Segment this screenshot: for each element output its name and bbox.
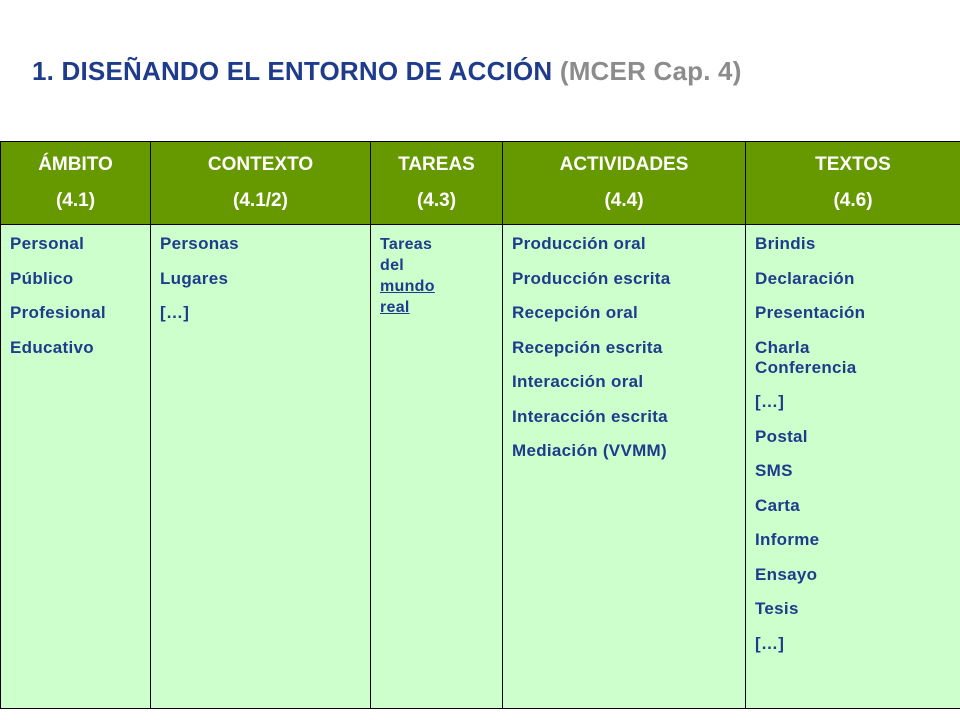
list-item: Informe — [755, 530, 820, 549]
list-item: Presentación — [755, 303, 866, 322]
header-ref: (4.1/2) — [233, 190, 288, 211]
list-item: Declaración — [755, 268, 855, 288]
list-item: Interacción escrita — [512, 406, 668, 426]
list-item: Educativo — [10, 337, 94, 357]
cell-contexto — [151, 225, 371, 709]
header-row — [1, 142, 960, 225]
tareas-line: del — [380, 257, 405, 274]
list-item: Tesis — [755, 599, 799, 618]
list-item: […] — [755, 633, 785, 653]
list-item: SMS — [755, 461, 793, 480]
list-item: Mediación (VVMM) — [512, 441, 667, 460]
list-item: Ensayo — [755, 564, 818, 584]
list-item: Charla Conferencia — [755, 337, 857, 377]
list-item: Brindis — [755, 234, 816, 253]
list-item: Público — [10, 268, 74, 288]
list-item: Lugares — [160, 268, 229, 288]
header-label: ACTIVIDADES — [559, 154, 689, 175]
header-ref: (4.1) — [55, 190, 96, 211]
cell-actividades — [503, 225, 746, 709]
header-contexto — [151, 142, 371, 225]
header-label: TEXTOS — [815, 154, 891, 175]
header-ambito — [1, 142, 151, 225]
title-main: 1. DISEÑANDO EL ENTORNO DE ACCIÓN — [32, 56, 553, 86]
content-row — [1, 225, 960, 709]
header-label: ÁMBITO — [38, 154, 113, 175]
list-item: Profesional — [10, 303, 106, 322]
list-item: Recepción oral — [512, 303, 639, 322]
list-item: Recepción escrita — [512, 337, 663, 357]
mundo-real-link[interactable]: real — [380, 299, 410, 316]
list-item: […] — [755, 392, 785, 411]
framework-table — [0, 141, 960, 709]
header-ref: (4.4) — [604, 190, 644, 211]
cell-tareas — [371, 225, 503, 709]
list-item: Producción escrita — [512, 268, 671, 288]
list-item: Carta — [755, 495, 800, 515]
header-actividades — [503, 142, 746, 225]
header-tareas — [371, 142, 503, 225]
list-item: Interacción oral — [512, 372, 644, 391]
list-item: Personas — [160, 234, 239, 253]
header-ref: (4.3) — [416, 190, 457, 211]
tareas-line: Tareas — [380, 236, 433, 253]
list-item: Producción oral — [512, 234, 646, 253]
title-sub: (MCER Cap. 4) — [559, 56, 742, 86]
list-item: Postal — [755, 426, 808, 446]
list-item: […] — [160, 303, 190, 322]
cell-ambito — [1, 225, 151, 709]
header-textos — [746, 142, 960, 225]
list-item: Personal — [10, 234, 85, 253]
header-label: TAREAS — [398, 154, 475, 175]
header-ref: (4.6) — [833, 190, 873, 211]
page-title — [32, 56, 742, 87]
header-label: CONTEXTO — [207, 154, 314, 175]
mundo-real-link[interactable]: mundo — [380, 278, 435, 295]
cell-textos — [746, 225, 960, 709]
